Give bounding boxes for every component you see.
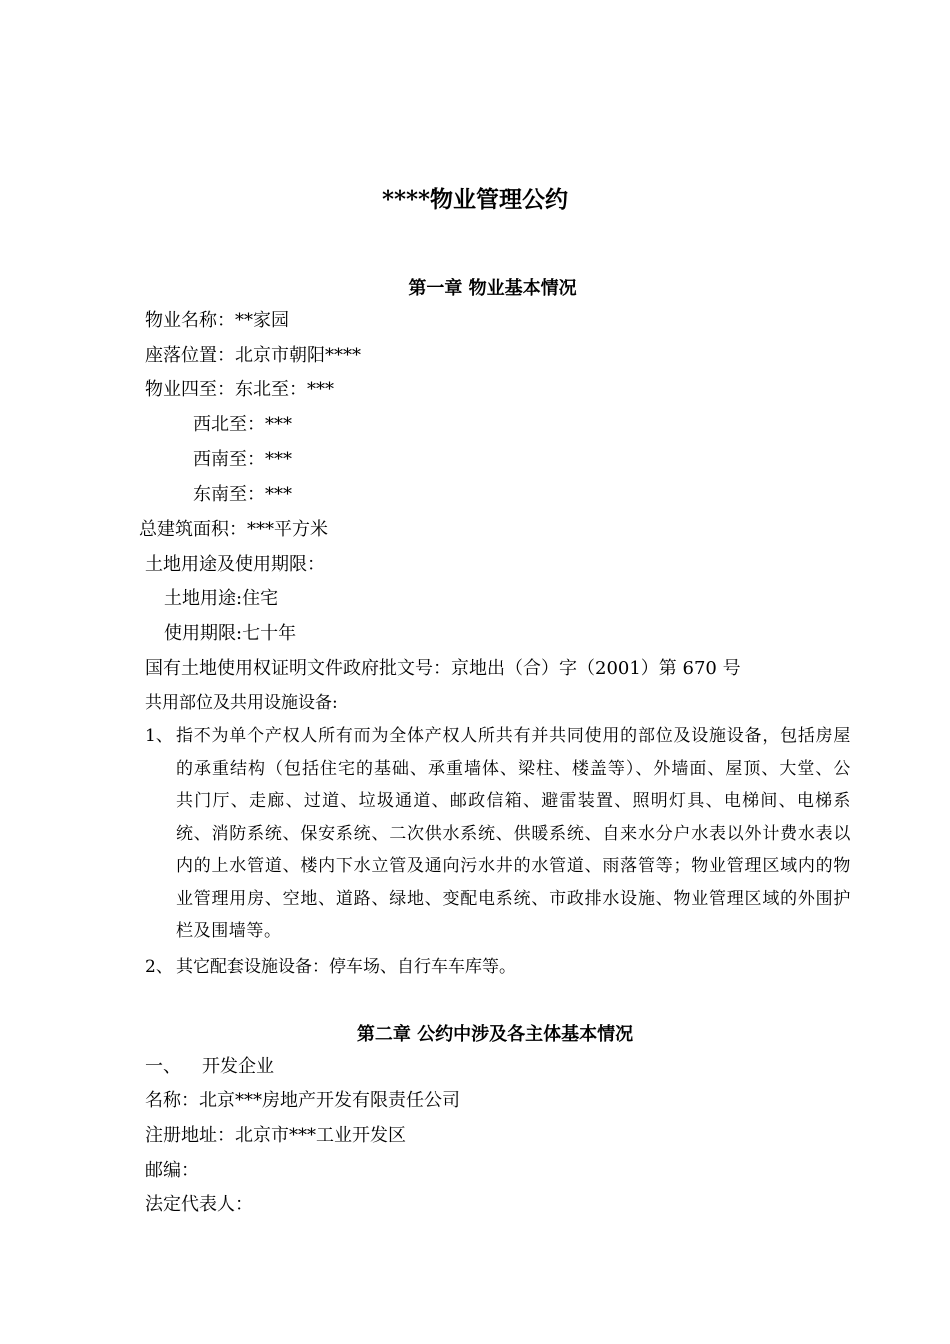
- total-area: 总建筑面积：***平方米: [139, 519, 328, 540]
- property-location: 座落位置：北京市朝阳****: [145, 345, 361, 366]
- property-bounds-se: 东南至：***: [193, 484, 292, 505]
- item-1-text: 指不为单个产权人所有而为全体产权人所共有并共同使用的部位及设施设备，包括房屋的承重结构（包括住宅的基础、承重墙体、梁柱、楼盖等）、外墙面、屋顶、大堂、公共门厅、走廊、过道、垃圾通道、邮政信箱、避雷装置、照明灯具、电梯间、电梯系统、消防系统、保安系统、二次供水系统、供暖系统、自来水分户水表以外计费水表以内的上水管道、楼内下水立管及通向污水井的水管道、雨落管等；物业管理区域内的物业管理用房、空地、道路、绿地、变配电系统、市政排水设施、物业管理区域的外围护栏及围墙等。: [176, 726, 851, 941]
- document-title: ****物业管理公约: [381, 186, 569, 213]
- developer-legal-rep: 法定代表人：: [145, 1194, 253, 1215]
- section-1-number: 一、: [145, 1056, 181, 1077]
- chapter-1-heading: 第一章 物业基本情况: [408, 278, 577, 299]
- chapter-2-heading: 第二章 公约中涉及各主体基本情况: [356, 1024, 634, 1045]
- land-term: 使用期限:七十年: [164, 623, 297, 644]
- land-use: 土地用途:住宅: [164, 588, 279, 609]
- item-2-text: 其它配套设施设备：停车场、自行车车库等。: [176, 957, 516, 977]
- property-name: 物业名称：**家园: [145, 310, 289, 331]
- developer-name: 名称：北京***房地产开发有限责任公司: [145, 1090, 460, 1111]
- property-bounds-nw: 西北至：***: [193, 414, 292, 435]
- item-2-number: 2、: [145, 957, 173, 977]
- land-header: 土地用途及使用期限：: [145, 554, 325, 575]
- section-1-title: 开发企业: [202, 1056, 274, 1077]
- item-1-number: 1、: [145, 726, 173, 746]
- shared-facilities-header: 共用部位及共用设施设备:: [145, 693, 338, 713]
- property-bounds-sw: 西南至：***: [193, 449, 292, 470]
- land-certificate: 国有土地使用权证明文件政府批文号：京地出（合）字（2001）第 670 号: [145, 658, 741, 679]
- developer-address: 注册地址：北京市***工业开发区: [145, 1125, 406, 1146]
- property-bounds-ne: 物业四至：东北至：***: [145, 379, 334, 400]
- developer-postcode: 邮编：: [145, 1160, 199, 1181]
